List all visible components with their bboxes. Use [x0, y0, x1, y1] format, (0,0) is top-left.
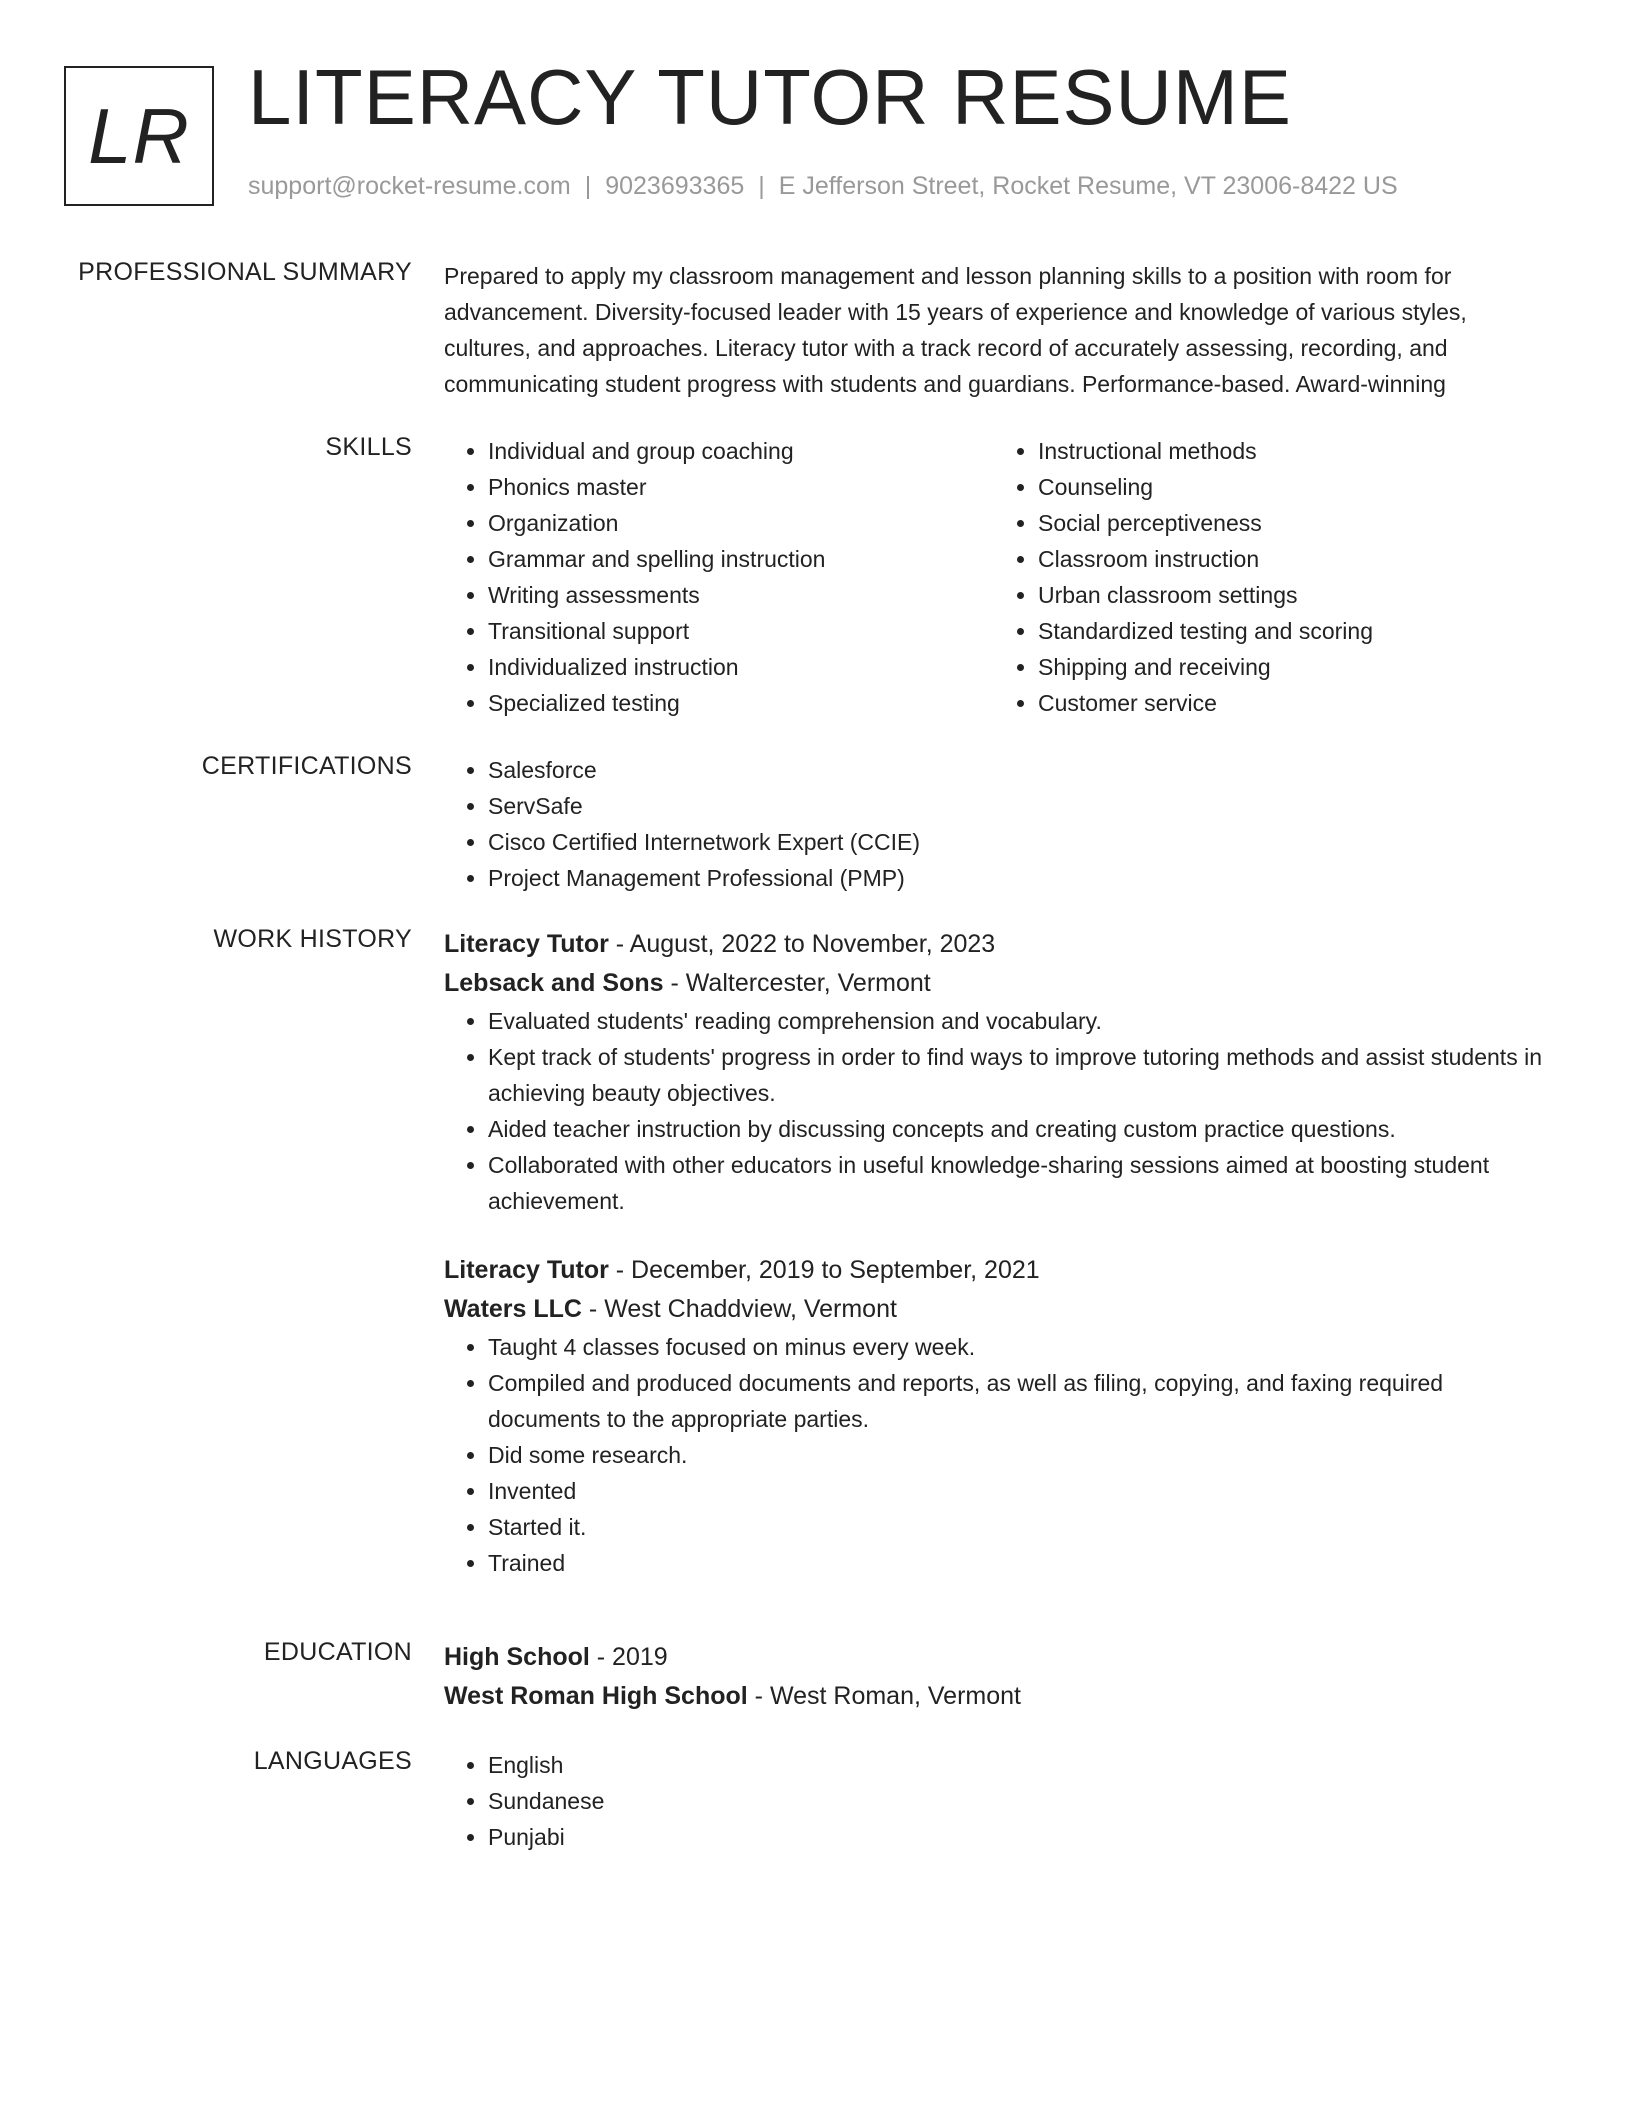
list-item: • Standardized testing and scoring: [1038, 613, 1544, 649]
list-item: • Counseling: [1038, 469, 1544, 505]
job-company: Waters LLC: [444, 1295, 582, 1323]
section-label-certifications: CERTIFICATIONS: [201, 752, 412, 780]
resume-title: LITERACY TUTOR RESUME: [248, 53, 1292, 141]
education-year: - 2019: [589, 1643, 668, 1671]
list-item: • Started it.: [488, 1509, 1544, 1545]
list-item: • Aided teacher instruction by discussing concepts and creating custom practice questions.: [488, 1111, 1544, 1147]
work-history-body: [444, 925, 1544, 1581]
list-item: • Customer service: [1038, 685, 1544, 721]
languages-body: [444, 1747, 1544, 1855]
list-item: • Social perceptiveness: [1038, 505, 1544, 541]
job-entry: [444, 925, 1544, 1219]
job-entry: [444, 1251, 1544, 1581]
contact-separator: |: [758, 172, 765, 200]
contact-separator: |: [584, 172, 592, 200]
list-item: • Specialized testing: [488, 685, 994, 721]
job-dates: - December, 2019 to September, 2021: [608, 1256, 1040, 1284]
list-item: • Evaluated students' reading comprehension and vocabulary.: [488, 1003, 1544, 1039]
list-item: • Trained: [488, 1545, 1544, 1581]
list-item: • Classroom instruction: [1038, 541, 1544, 577]
job-title: Literacy Tutor: [444, 930, 609, 958]
section-label-languages: LANGUAGES: [253, 1747, 412, 1775]
list-item: • Grammar and spelling instruction: [488, 541, 994, 577]
list-item: • Sundanese: [488, 1783, 1544, 1819]
education-degree: High School: [444, 1643, 590, 1671]
list-item: • Punjabi: [488, 1819, 1544, 1855]
list-item: • Urban classroom settings: [1038, 577, 1544, 613]
list-item: • Organization: [488, 505, 994, 541]
list-item: • ServSafe: [488, 788, 1544, 824]
job-location: - West Chaddview, Vermont: [581, 1295, 897, 1323]
job-company: Lebsack and Sons: [444, 969, 664, 997]
contact-line: [248, 172, 1398, 201]
job-dates: - August, 2022 to November, 2023: [608, 930, 996, 958]
list-item: • Instructional methods: [1038, 433, 1544, 469]
languages-list: [444, 1747, 1544, 1855]
skills-body: [444, 433, 1544, 721]
list-item: • Collaborated with other educators in useful knowledge-sharing sessions aimed at boosting student achievement.: [488, 1147, 1544, 1219]
list-item: • Individualized instruction: [488, 649, 994, 685]
list-item: • Transitional support: [488, 613, 994, 649]
education-location: - West Roman, Vermont: [747, 1682, 1021, 1710]
education-degree-line: [444, 1638, 1544, 1677]
education-school: West Roman High School: [444, 1682, 748, 1710]
list-item: • Compiled and produced documents and reports, as well as filing, copying, and faxing required documents to the appropriate parties.: [488, 1365, 1544, 1437]
list-item: • Taught 4 classes focused on minus every week.: [488, 1329, 1544, 1365]
contact-phone[interactable]: 9023693365: [605, 172, 745, 200]
section-label-education: EDUCATION: [263, 1638, 412, 1666]
list-item: • Phonics master: [488, 469, 994, 505]
list-item: • Project Management Professional (PMP): [488, 860, 1544, 896]
job-company-line: [444, 964, 1544, 1003]
list-item: • Invented: [488, 1473, 1544, 1509]
list-item: • Cisco Certified Internetwork Expert (CCIE): [488, 824, 1544, 860]
section-label-skills: SKILLS: [325, 433, 412, 461]
job-title-line: [444, 925, 1544, 964]
certifications-body: [444, 752, 1544, 896]
list-item: • Writing assessments: [488, 577, 994, 613]
list-item: • Shipping and receiving: [1038, 649, 1544, 685]
summary-text: Prepared to apply my classroom management and lesson planning skills to a position with room for advancement. Diversity-focused leader with 15 years of experience and knowledge of various styles, cultures, and approaches. Literacy tutor with a track record of accurately assessing, recording, and communicating student progress with students and guardians. Performance-based. Award-winning: [444, 263, 1467, 397]
job-title-line: [444, 1251, 1544, 1290]
skills-list-left: [444, 433, 994, 721]
contact-address: E Jefferson Street, Rocket Resume, VT 23006-8422 US: [778, 172, 1398, 200]
education-school-line: [444, 1677, 1544, 1716]
section-label-work-history: WORK HISTORY: [213, 925, 412, 953]
job-location: - Waltercester, Vermont: [663, 969, 931, 997]
certifications-list: [444, 752, 1544, 896]
job-duties-list: [444, 1003, 1544, 1219]
contact-email[interactable]: support@rocket-resume.com: [248, 172, 571, 200]
job-duties-list: [444, 1329, 1544, 1581]
list-item: • Kept track of students' progress in order to find ways to improve tutoring methods and assist students in achieving beauty objectives.: [488, 1039, 1544, 1111]
skills-list-right: [994, 433, 1544, 721]
job-title: Literacy Tutor: [444, 1256, 609, 1284]
list-item: • Did some research.: [488, 1437, 1544, 1473]
job-company-line: [444, 1290, 1544, 1329]
list-item: • Salesforce: [488, 752, 1544, 788]
monogram-logo: LR: [64, 66, 214, 206]
section-label-summary: PROFESSIONAL SUMMARY: [78, 258, 412, 286]
education-body: [444, 1638, 1544, 1716]
list-item: • Individual and group coaching: [488, 433, 994, 469]
list-item: • English: [488, 1747, 1544, 1783]
